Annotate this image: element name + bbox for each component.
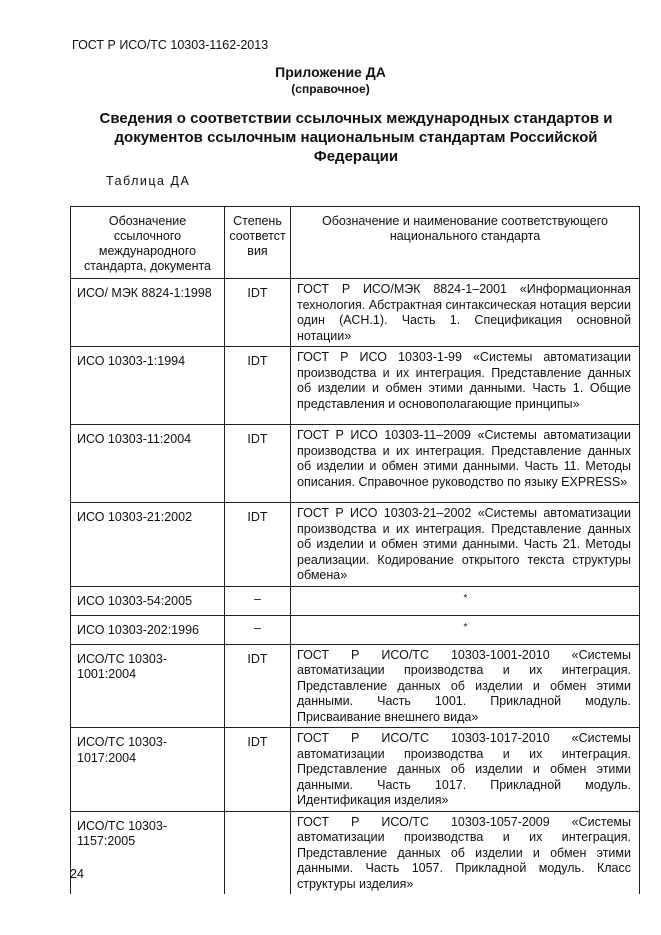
table-header-row: [71, 207, 640, 279]
header-degree: Степень соответствия: [225, 207, 291, 279]
degree-cell: –: [225, 615, 291, 644]
table-row: [71, 279, 640, 347]
degree-cell: IDT: [225, 425, 291, 503]
table-row: [71, 586, 640, 615]
correspondence-table: [70, 206, 640, 894]
national-standard-cell: ГОСТ Р ИСО/ТС 10303-1057-2009 «Системы автоматизации производства и их интеграция. Представление данных об изделии и обмен этими данными. Часть 1057. Прикладной модуль. Класс структуры изделия»: [291, 811, 640, 894]
international-standard-cell: ИСО 10303-1:1994: [71, 347, 225, 425]
table-row: [71, 503, 640, 587]
degree-cell: –: [225, 586, 291, 615]
header-national-standard: Обозначение и наименование соответствующего национального стандарта: [291, 207, 640, 279]
national-standard-cell: ГОСТ Р ИСО 10303-1-99 «Системы автоматизации производства и их интеграция. Представление данных об изделии и обмен этими данными. Часть 1. Общие представления и основополагающие принципы»: [291, 347, 640, 425]
international-standard-cell: ИСО 10303-11:2004: [71, 425, 225, 503]
degree-cell: IDT: [225, 279, 291, 347]
degree-cell: IDT: [225, 728, 291, 812]
national-standard-cell: ГОСТ Р ИСО 10303-21–2002 «Системы автоматизации производства и их интеграция. Представление данных об изделии и обмен этими данными. Часть 21. Методы реализации. Кодирование открытого текста структуры обмена»: [291, 503, 640, 587]
table-caption: Таблица ДА: [106, 174, 191, 188]
appendix-title: Приложение ДА: [275, 64, 386, 80]
international-standard-cell: ИСО/ТС 10303-1157:2005: [71, 811, 225, 894]
table-row: [71, 728, 640, 812]
table-row: [71, 811, 640, 894]
header-international-standard: Обозначение ссылочного международного стандарта, документа: [71, 207, 225, 279]
page-title: Сведения о соответствии ссылочных международных стандартов и документов ссылочным национальным стандартам Российской Федерации: [99, 110, 613, 165]
international-standard-cell: ИСО 10303-202:1996: [71, 615, 225, 644]
international-standard-cell: ИСО 10303-21:2002: [71, 503, 225, 587]
national-standard-cell: ГОСТ Р ИСО/ТС 10303-1001-2010 «Системы автоматизации производства и их интеграция. Представление данных об изделии и обмен этими данными. Часть 1001. Прикладной модуль. Присваивание внешнего вида»: [291, 644, 640, 728]
international-standard-cell: ИСО/ТС 10303-1017:2004: [71, 728, 225, 812]
appendix-subtitle: (справочное): [291, 82, 370, 96]
degree-cell: IDT: [225, 503, 291, 587]
page-number: 24: [70, 867, 84, 881]
international-standard-cell: ИСО/ МЭК 8824-1:1998: [71, 279, 225, 347]
document-code-header: ГОСТ Р ИСО/ТС 10303-1162-2013: [72, 38, 269, 52]
table-row: [71, 615, 640, 644]
degree-cell: IDT: [225, 644, 291, 728]
degree-cell: IDT: [225, 347, 291, 425]
national-standard-cell: *: [291, 586, 640, 615]
national-standard-cell: ГОСТ Р ИСО/ТС 10303-1017-2010 «Системы автоматизации производства и их интеграция. Представление данных об изделии и обмен этими данными. Часть 1017. Прикладной модуль. Идентификация изделия»: [291, 728, 640, 812]
national-standard-cell: ГОСТ Р ИСО 10303-11–2009 «Системы автоматизации производства и их интеграция. Представление данных об изделии и обмен этими данными. Часть 11. Методы описания. Справочное руководство по языку EXPRESS»: [291, 425, 640, 503]
international-standard-cell: ИСО/ТС 10303-1001:2004: [71, 644, 225, 728]
degree-cell: [225, 811, 291, 894]
international-standard-cell: ИСО 10303-54:2005: [71, 586, 225, 615]
national-standard-cell: ГОСТ Р ИСО/МЭК 8824-1–2001 «Информационная технология. Абстрактная синтаксическая нотация версии один (АСН.1). Часть 1. Спецификация основной нотации»: [291, 279, 640, 347]
national-standard-cell: *: [291, 615, 640, 644]
table-row: [71, 347, 640, 425]
table-row: [71, 644, 640, 728]
table-row: [71, 425, 640, 503]
